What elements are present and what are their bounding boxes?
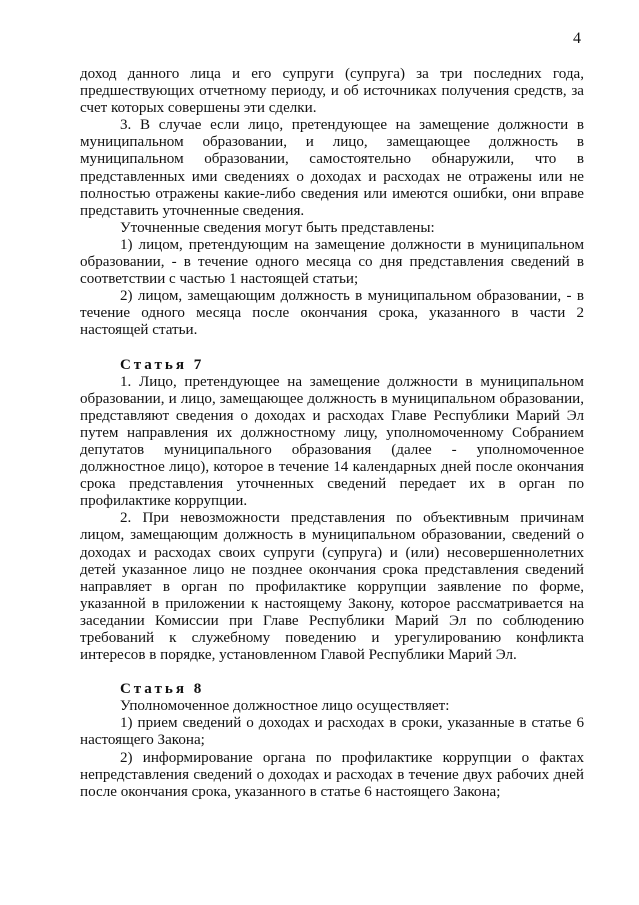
paragraph: 1) лицом, претендующим на замещение должности в муниципальном образовании, - в течение одного месяца со дня представления сведений в соответствии с частью 1 настоящей статьи; (80, 236, 584, 288)
article-7-heading: Статья 7 (120, 356, 205, 373)
paragraph: 1) прием сведений о доходах и расходах в сроки, указанные в статье 6 настоящего Закона; (80, 715, 584, 749)
page-number: 4 (573, 30, 581, 47)
paragraph: Уполномоченное должностное лицо осуществляет: (120, 698, 450, 715)
paragraph: Уточненные сведения могут быть представлены: (120, 219, 435, 236)
document-body (80, 66, 584, 801)
paragraph: 2. При невозможности представления по объективным причинам лицом, замещающим должность в муниципальном образовании, сведений о доходах и расходах своих супруги (супруга) и (или) несовершеннолетних детей указанное лицо не позднее окончания срока представления сведений направляет в орган по профилактике коррупции заявление по форме, указанной в приложении к настоящему Закону, которое рассматривается на заседании Комиссии при Главе Республики Марий Эл по соблюдению требований к служебному поведению и урегулированию конфликта интересов в порядке, установленном Главой Республики Марий Эл. (80, 510, 584, 664)
paragraph: 3. В случае если лицо, претендующее на замещение должности в муниципальном образовании, и лицо, замещающее должность в муниципальном образовании, самостоятельно обнаружили, что в представленных ими сведениях о доходах и расходах не отражены или не полностью отражены какие-либо сведения или имеются ошибки, они вправе представить уточненные сведения. (80, 117, 584, 219)
paragraph: 2) лицом, замещающим должность в муниципальном образовании, - в течение одного месяца после окончания срока, указанного в части 2 настоящей статьи. (80, 288, 584, 339)
article-8-heading: Статья 8 (120, 681, 205, 698)
paragraph: доход данного лица и его супруги (супруга) за три последних года, предшествующих отчетному периоду, и об источниках получения средств, за счет которых совершены эти сделки. (80, 66, 584, 117)
paragraph: 1. Лицо, претендующее на замещение должности в муниципальном образовании, и лицо, замещающее должность в муниципальном образовании, представляют сведения о доходах и расходах Главе Республики Марий Эл путем направления их должностному лицу, уполномоченному Собранием депутатов муниципального образования (далее - уполномоченное должностное лицо), которое в течение 14 календарных дней после окончания срока представления уточненных сведений передает их в орган по профилактике коррупции. (80, 373, 584, 510)
paragraph: 2) информирование органа по профилактике коррупции о фактах непредставления сведений о доходах и расходах в течение двух рабочих дней после окончания срока, указанного в статье 6 настоящего Закона; (80, 749, 584, 800)
